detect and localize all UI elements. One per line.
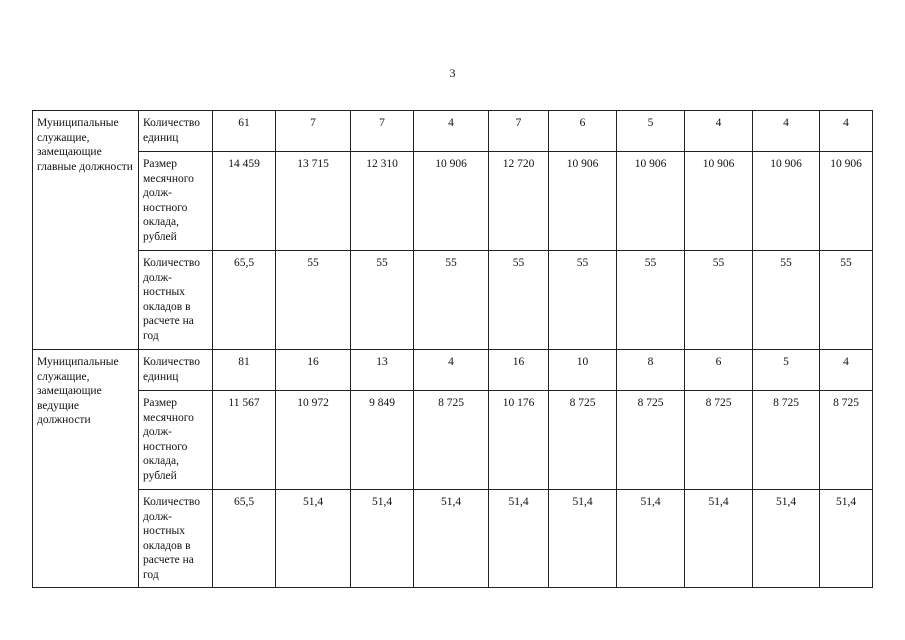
metric-label: Количество единиц	[139, 111, 213, 152]
value-cell: 51,4	[351, 490, 414, 588]
value-cell: 65,5	[213, 251, 276, 350]
value-cell: 8 725	[549, 391, 617, 490]
value-cell: 55	[276, 251, 351, 350]
value-cell: 10	[549, 350, 617, 391]
value-cell: 13	[351, 350, 414, 391]
value-cell: 81	[213, 350, 276, 391]
value-cell: 51,4	[820, 490, 873, 588]
value-cell: 12 310	[351, 152, 414, 251]
value-cell: 10 906	[549, 152, 617, 251]
value-cell: 7	[276, 111, 351, 152]
value-cell: 55	[820, 251, 873, 350]
value-cell: 51,4	[489, 490, 549, 588]
value-cell: 55	[351, 251, 414, 350]
value-cell: 16	[489, 350, 549, 391]
table-row	[33, 490, 873, 588]
value-cell: 16	[276, 350, 351, 391]
value-cell: 4	[820, 111, 873, 152]
value-cell: 5	[617, 111, 685, 152]
table-row	[33, 111, 873, 152]
value-cell: 55	[685, 251, 753, 350]
page-number: 3	[449, 66, 456, 80]
value-cell: 8	[617, 350, 685, 391]
value-cell: 8 725	[685, 391, 753, 490]
value-cell: 10 906	[685, 152, 753, 251]
value-cell: 55	[549, 251, 617, 350]
value-cell: 10 972	[276, 391, 351, 490]
metric-label: Размер месячного долж-ностного оклада, рублей	[139, 152, 213, 251]
value-cell: 51,4	[685, 490, 753, 588]
value-cell: 9 849	[351, 391, 414, 490]
table-row	[33, 152, 873, 251]
table-row	[33, 350, 873, 391]
value-cell: 4	[685, 111, 753, 152]
value-cell: 51,4	[753, 490, 820, 588]
value-cell: 10 176	[489, 391, 549, 490]
value-cell: 4	[820, 350, 873, 391]
value-cell: 5	[753, 350, 820, 391]
metric-label: Количество долж-ностных окладов в расчете на год	[139, 251, 213, 350]
value-cell: 65,5	[213, 490, 276, 588]
value-cell: 11 567	[213, 391, 276, 490]
value-cell: 4	[414, 111, 489, 152]
value-cell: 12 720	[489, 152, 549, 251]
value-cell: 55	[414, 251, 489, 350]
value-cell: 6	[549, 111, 617, 152]
metric-label: Размер месячного долж-ностного оклада, рублей	[139, 391, 213, 490]
value-cell: 8 725	[753, 391, 820, 490]
table-row	[33, 251, 873, 350]
value-cell: 51,4	[617, 490, 685, 588]
value-cell: 10 906	[617, 152, 685, 251]
value-cell: 51,4	[414, 490, 489, 588]
value-cell: 4	[753, 111, 820, 152]
value-cell: 7	[351, 111, 414, 152]
value-cell: 51,4	[276, 490, 351, 588]
value-cell: 55	[617, 251, 685, 350]
value-cell: 13 715	[276, 152, 351, 251]
value-cell: 6	[685, 350, 753, 391]
value-cell: 7	[489, 111, 549, 152]
value-cell: 8 725	[820, 391, 873, 490]
metric-label: Количество единиц	[139, 350, 213, 391]
value-cell: 10 906	[820, 152, 873, 251]
category-cell-chief: Муниципальные служащие, замещающие главные должности	[33, 111, 139, 350]
category-cell-leading: Муниципальные служащие, замещающие ведущие должности	[33, 350, 139, 588]
value-cell: 61	[213, 111, 276, 152]
metric-label: Количество долж-ностных окладов в расчете на год	[139, 490, 213, 588]
value-cell: 8 725	[617, 391, 685, 490]
value-cell: 10 906	[414, 152, 489, 251]
value-cell: 55	[753, 251, 820, 350]
positions-table	[32, 110, 873, 588]
value-cell: 10 906	[753, 152, 820, 251]
value-cell: 14 459	[213, 152, 276, 251]
value-cell: 51,4	[549, 490, 617, 588]
value-cell: 8 725	[414, 391, 489, 490]
value-cell: 55	[489, 251, 549, 350]
table-row	[33, 391, 873, 490]
value-cell: 4	[414, 350, 489, 391]
